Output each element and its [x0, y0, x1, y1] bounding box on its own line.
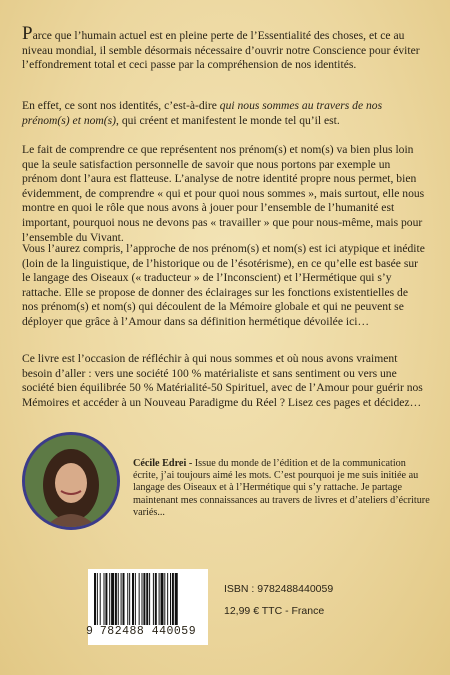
- barcode-bar: [175, 573, 178, 625]
- drop-cap: P: [22, 23, 33, 44]
- barcode-bar: [167, 573, 168, 625]
- paragraph-conclusion: Ce livre est l’occasion de réfléchir à qui nous sommes et où nous avons vraiment besoin d’aller : vers une société 100 % matérialiste et sans sentiment ou vers une société bien équilibrée 50 % Matérialité-50 Spirituel, avec de l’Amour pour guérir nos Mémoires et accéder à un Nouveau Paradigme du Réel ? Lisez ces pages et décidez…: [22, 352, 423, 409]
- barcode: [88, 569, 208, 645]
- barcode-bar: [161, 573, 164, 625]
- barcode-bar: [155, 573, 157, 625]
- barcode-bar: [111, 573, 114, 625]
- barcode-number: 782488 440059: [99, 625, 197, 638]
- barcode-bar: [127, 573, 128, 625]
- barcode-bar: [164, 573, 165, 625]
- barcode-bar: [159, 573, 160, 625]
- author-bio: Cécile Edrei - Issue du monde de l’édition et de la communication écrite, j’ai toujours aimé les mots. C’est pourquoi je me suis initiée au langage des Oiseaux et à l’Hermétique qui s’y rattache. Je partage maintenant mes connaissances au travers de livres et d’ateliers d’écriture variés...: [133, 458, 430, 518]
- barcode-bar: [149, 573, 150, 625]
- barcode-bar: [105, 573, 107, 625]
- barcode-bar: [153, 573, 154, 625]
- barcode-bars: [94, 573, 202, 625]
- paragraph-understanding: Le fait de comprendre ce que représentent nos prénom(s) et nom(s) va bien plus loin que la seule satisfaction personnelle de savoir que nous portons par exemple un prénom dont l’aura est flatteuse. L’analyse de notre identité propre nous permet, bien évidemment, de comprendre « qui et pour quoi nous sommes », mais surtout, elle nous montre en quoi le rôle que nous avons à jouer pour l’ensemble de l’humanité est important, pourquoi nous ne devons pas « travailler » que pour nous-même, mais pour l’ensemble du Vivant.: [22, 143, 425, 244]
- barcode-bar: [142, 573, 143, 625]
- barcode-bar: [146, 573, 148, 625]
- barcode-first-digit: 9: [86, 625, 93, 638]
- barcode-bar: [121, 573, 122, 625]
- barcode-bar: [143, 573, 145, 625]
- author-name: Cécile Edrei -: [133, 458, 193, 469]
- barcode-bar: [94, 573, 96, 625]
- portrait-image: [25, 435, 117, 527]
- barcode-bar: [97, 573, 98, 625]
- italic-phrase: qui nous sommes au travers de nos prénom(s) et nom(s): [22, 99, 383, 127]
- barcode-bar: [129, 573, 130, 625]
- barcode-bar: [123, 573, 125, 625]
- barcode-bar: [109, 573, 110, 625]
- author-portrait: [22, 432, 120, 530]
- barcode-bar: [172, 573, 174, 625]
- barcode-bar: [135, 573, 136, 625]
- barcode-bar: [132, 573, 134, 625]
- barcode-bar: [139, 573, 140, 625]
- barcode-bar: [118, 573, 119, 625]
- paragraph-intro: Parce que l’humain actuel est en pleine perte de l’Essentialité des choses, et ce au niveau mondial, il semble désormais nécessaire d’ouvrir notre Conscience pour éviter l’effondrement total et ceci passe par la compréhension de nos identités.: [22, 23, 420, 72]
- barcode-bar: [104, 573, 105, 625]
- barcode-bar: [115, 573, 117, 625]
- paragraph-identities: En effet, ce sont nos identités, c’est-à-dire qui nous sommes au travers de nos prénom(s) et nom(s), qui créent et manifestent le monde tel qu’il est.: [22, 99, 383, 127]
- paragraph-approach: Vous l’aurez compris, l’approche de nos prénom(s) et nom(s) est ici atypique et inédite (loin de la linguistique, de l’historique ou de l’ésotérisme), en ce qu’elle est basée sur le langage des Oiseaux (« traducteur » de l’Inconscient) et l’Hermétique qui s’y rattache. Elle se propose de donner des éclairages sur les fonctions existentielles de nos prénom(s) et nom(s) qui découlent de la Mémoire globale et qui ne peuvent se déployer que grâce à l’Amour dans sa définition hermétique dévoilée ici…: [22, 242, 425, 328]
- isbn-text: ISBN : 9782488440059: [224, 583, 334, 595]
- barcode-bar: [170, 573, 171, 625]
- price-text: 12,99 € TTC - France: [224, 605, 325, 617]
- barcode-bar: [100, 573, 101, 625]
